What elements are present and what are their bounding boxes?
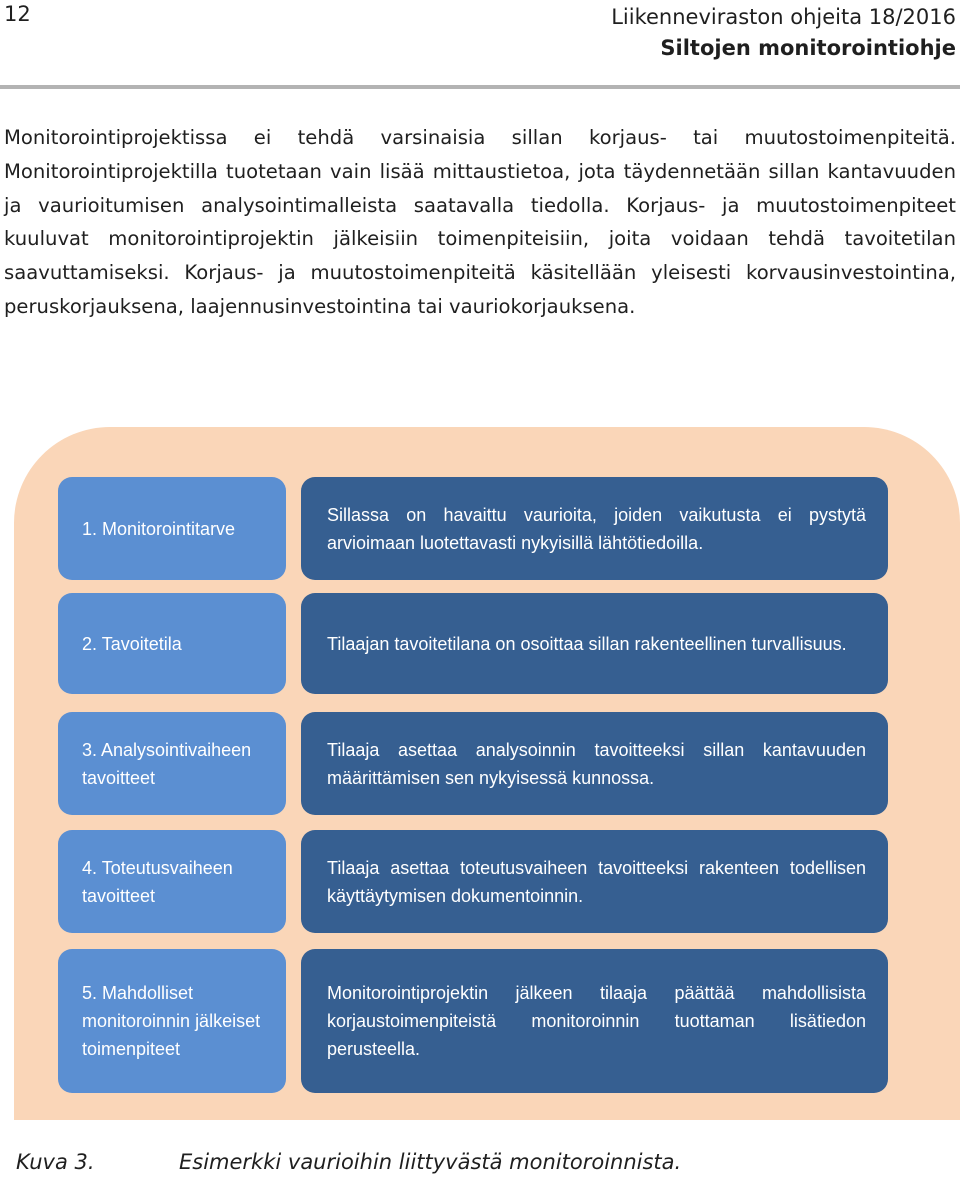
- step-description-text: Tilaajan tavoitetilana on osoittaa sillan rakenteellinen turvallisuus.: [327, 633, 847, 654]
- publication-title: Siltojen monitorointiohje: [660, 36, 956, 60]
- step-description-text: Tilaaja asettaa toteutusvaiheen tavoitteeksi rakenteen todellisen käyttäytymisen dokumentoinnin.: [327, 857, 866, 906]
- step-description-text: Monitorointiprojektin jälkeen tilaaja päättää mahdollisista korjaustoimenpiteistä monitoroinnin tuottaman lisätiedon perusteella.: [327, 983, 866, 1059]
- running-header: [611, 2, 956, 64]
- caption-text: Esimerkki vaurioihin liittyvästä monitoroinnista.: [179, 1150, 682, 1174]
- step-description-text: Sillassa on havaittu vaurioita, joiden vaikutusta ei pystytä arvioimaan luotettavasti nykyisillä lähtötiedoilla.: [327, 504, 866, 553]
- page-number: 12: [4, 2, 31, 26]
- caption-label: Kuva 3.: [16, 1150, 95, 1174]
- step-description-text: Tilaaja asettaa analysoinnin tavoitteeksi sillan kantavuuden määrittämisen sen nykyisessä kunnossa.: [327, 739, 866, 788]
- step-label: 1. Monitorointitarve: [82, 518, 236, 539]
- header-divider: [0, 85, 960, 89]
- step-description-2: [301, 593, 888, 694]
- step-description-5: [301, 949, 888, 1093]
- step-description-1: [301, 477, 888, 580]
- step-label: 3. Analysointivaiheen tavoitteet: [82, 739, 252, 788]
- series-title: Liikenneviraston ohjeita 18/2016: [611, 5, 956, 29]
- step-box-4: [58, 830, 286, 933]
- step-label: 4. Toteutusvaiheen tavoitteet: [82, 857, 233, 906]
- step-box-1: [58, 477, 286, 580]
- step-label: 2. Tavoitetila: [82, 633, 182, 654]
- step-box-3: [58, 712, 286, 815]
- step-description-4: [301, 830, 888, 933]
- step-description-3: [301, 712, 888, 815]
- step-box-2: [58, 593, 286, 694]
- step-box-5: [58, 949, 286, 1093]
- body-paragraph: Monitorointiprojektissa ei tehdä varsinaisia sillan korjaus- tai muutostoimenpiteitä. Monitorointiprojektilla tuotetaan vain lisää mittaustietoa, jota täydennetään sillan kantavuuden ja vaurioitumisen analysointimalleista saatavalla tiedolla. Korjaus- ja muutostoimenpiteet kuuluvat monitorointiprojektin jälkeisiin toimenpiteisiin, joita voidaan tehdä tavoitetilan saavuttamiseksi. Korjaus- ja muutostoimenpiteitä käsitellään yleisesti korvausinvestointina, peruskorjauksena, laajennusinvestointina tai vauriokorjauksena.: [4, 126, 956, 318]
- step-label: 5. Mahdolliset monitoroinnin jälkeiset toimenpiteet: [82, 983, 261, 1059]
